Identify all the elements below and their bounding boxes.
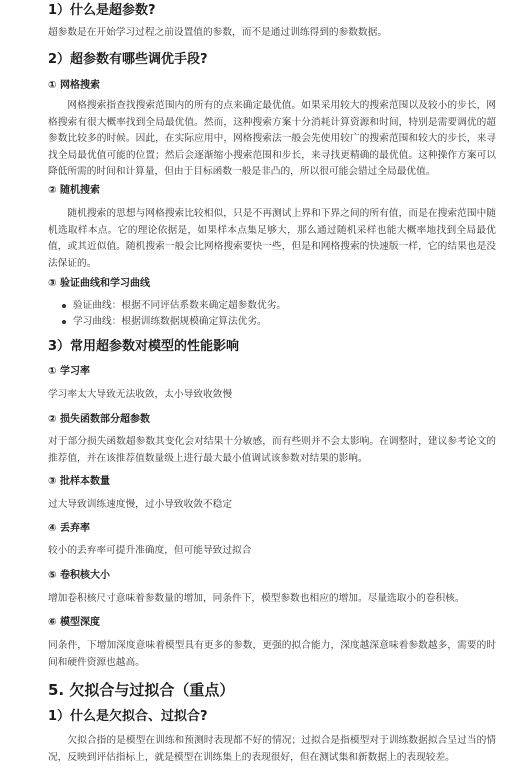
paragraph-hyperparameter-definition: 超参数是在开始学习过程之前设置值的参数，而不是通过训练得到的参数数据。 [48,27,388,38]
section-title-what-is-hyperparameter: 1）什么是超参数? [48,3,156,18]
paragraph-loss-function-params: 对于部分损失函数超参数其变化会对结果十分敏感，而有些则并不会太影响。在调整时，建议参考论文的推荐值，并在该推荐值数量级上进行最大最小值调试该参数对结果的影响。 [48,436,496,464]
list-item-text: 学习曲线：根据训练数据规模确定算法优劣。 [73,316,267,327]
subheading-learning-rate: ① 学习率 [48,366,90,377]
paragraph-grid-search: 网格搜索指查找搜索范围内的所有的点来确定最优值。如果采用较大的搜索范围以及较小的步长，网格搜索有很大概率找到全局最优值。然而，这种搜索方案十分消耗计算资源和时间，特别是需要调优的超参数比较多的时候。因此，在实际应用中，网格搜索法一般会先使用较广的搜索范围和较大的步长，来寻找全局最优值可能的位置；然后会逐渐缩小搜索范围和步长，来寻找更精确的最优值。这种操作方案可以降低所需的时间和计算量，但由于目标函数一般是非凸的，所以很可能会错过全局最优值。 [48,100,496,177]
subheading-validation-learning-curves: ③ 验证曲线和学习曲线 [48,278,150,289]
paragraph-dropout-rate: 较小的丢弃率可提升准确度，但可能导致过拟合 [48,545,252,556]
list-item-text: 验证曲线：根据不同评估系数来确定超参数优劣。 [73,300,287,311]
subheading-grid-search: ① 网格搜索 [48,80,100,91]
bullet-icon [62,304,66,308]
subheading-dropout-rate: ④ 丢弃率 [48,523,90,534]
paragraph-batch-size: 过大导致训练速度慢，过小导致收敛不稳定 [48,499,233,510]
subheading-batch-size: ③ 批样本数量 [48,476,110,487]
bullet-icon [62,320,66,324]
paragraph-underfitting-overfitting: 欠拟合指的是模型在训练和预测时表现都不好的情况；过拟合是指模型对于训练数据拟合呈过当的情况，反映到评估指标上，就是模型在训练集上的表现很好，但在测试集和新数据上的表现较差。 [48,735,496,763]
chapter-title-underfitting-overfitting: 5. 欠拟合与过拟合（重点） [48,681,235,699]
paragraph-random-search: 随机搜索的思想与网格搜索比较相似，只是不再测试上界和下界之间的所有值，而是在搜索范围中随机选取样本点。它的理论依据是，如果样本点集足够大，那么通过随机采样也能大概率地找到全局最优值，或其近似值。随机搜索一般会比网格搜索要快一些，但是和网格搜索的快速版一样，它的结果也是没法保证的。 [48,208,496,269]
paragraph-kernel-size: 增加卷积核尺寸意味着参数量的增加，同条件下，模型参数也相应的增加。尽量选取小的卷积核。 [48,593,465,604]
section-title-tuning-methods: 2）超参数有哪些调优手段? [48,52,208,67]
paragraph-learning-rate: 学习率太大导致无法收敛，太小导致收敛慢 [48,389,233,400]
subheading-random-search: ② 随机搜索 [48,185,100,196]
subheading-model-depth: ⑥ 模型深度 [48,617,100,628]
section-title-hyperparameter-impact: 3）常用超参数对模型的性能影响 [48,339,240,354]
subheading-loss-function-params: ② 损失函数部分超参数 [48,414,150,425]
subheading-kernel-size: ⑤ 卷积核大小 [48,570,110,581]
section-title-what-is-underfitting-overfitting: 1）什么是欠拟合、过拟合? [48,709,208,724]
paragraph-model-depth: 同条件，下增加深度意味着模型具有更多的参数，更强的拟合能力，深度越深意味着参数越多，需要的时间和硬件资源也越高。 [48,640,496,668]
